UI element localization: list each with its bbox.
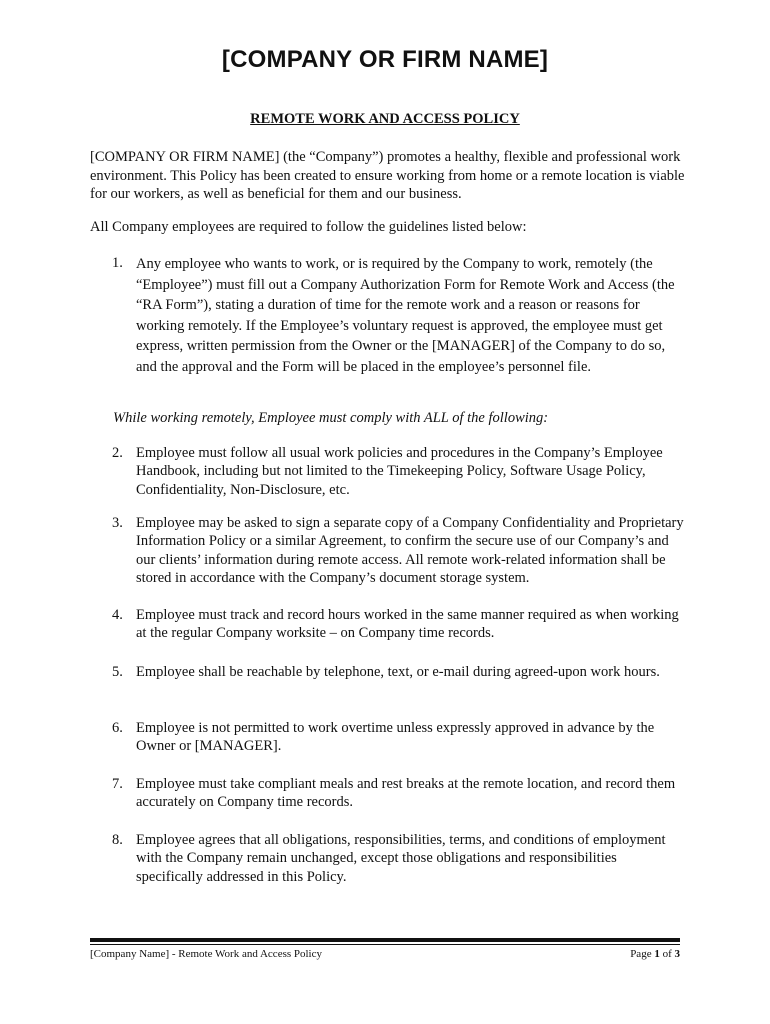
list-item-number: 6.: [112, 720, 123, 736]
document-title: [COMPANY OR FIRM NAME]: [221, 46, 549, 73]
list-item-text: Employee shall be reachable by telephone, text, or e-mail during agreed-upon work hours.: [136, 664, 660, 680]
footer-page-word: Page: [630, 948, 652, 960]
list-item-number: 4.: [112, 607, 123, 623]
comply-note: While working remotely, Employee must comply with ALL of the following:: [113, 410, 549, 426]
list-item-text: Employee may be asked to sign a separate copy of a Company Confidentiality and Proprietary Information Policy or a similar Agreement, to confirm the secure use of our Company’s and our clients’ information during remote access. All remote work-related information shall be stored in accordance with the Company’s document storage system.: [136, 515, 684, 586]
list-item-number: 2.: [112, 445, 123, 461]
list-item-number: 5.: [112, 664, 123, 680]
list-item-number: 7.: [112, 776, 123, 792]
list-item-text: Employee agrees that all obligations, responsibilities, terms, and conditions of employment with the Company remain unchanged, except those obligations and responsibilities specifically addressed in this Policy.: [136, 832, 666, 885]
guidelines-lead: All Company employees are required to follow the guidelines listed below:: [90, 219, 527, 235]
document-subtitle: REMOTE WORK AND ACCESS POLICY: [250, 111, 520, 127]
footer-document-name: [Company Name] - Remote Work and Access Policy: [90, 948, 322, 960]
list-item-text: Employee must follow all usual work policies and procedures in the Company’s Employee Handbook, including but not limited to the Timekeeping Policy, Software Usage Policy, Confidentiality, Non-Disclosure, etc.: [136, 445, 663, 498]
intro-paragraph: [COMPANY OR FIRM NAME] (the “Company”) promotes a healthy, flexible and professional work environment. This Policy has been created to ensure working from home or a remote location is viable for our workers, as well as beneficial for them and our business.: [90, 149, 685, 202]
footer-page-of: of: [662, 948, 672, 960]
list-item-text: Employee is not permitted to work overtime unless expressly approved in advance by the Owner or [MANAGER].: [136, 720, 655, 755]
footer-page-current: 1: [654, 948, 660, 960]
footer-divider-thin: [90, 944, 680, 945]
list-item-text: Employee must take compliant meals and rest breaks at the remote location, and record them accurately on Company time records.: [136, 776, 676, 811]
list-item-number: 3.: [112, 515, 123, 531]
footer-divider: [90, 938, 680, 942]
footer-page-number: [630, 947, 680, 961]
list-item-text: Any employee who wants to work, or is required by the Company to work, remotely (the “Employee”) must fill out a Company Authorization Form for Remote Work and Access (the “RA Form”), stating a duration of time for the remote work and a reason or reasons for working remotely. If the Employee’s voluntary request is approved, the employee must get express, written permission from the Owner or the [MANAGER] of the Company to do so, and the approval and the Form will be placed in the employee’s personnel file.: [136, 256, 675, 375]
footer-page-total: 3: [674, 948, 680, 960]
list-item-number: 8.: [112, 832, 123, 848]
list-item-text: Employee must track and record hours worked in the same manner required as when working at the regular Company worksite – on Company time records.: [136, 607, 679, 642]
list-item-number: 1.: [112, 255, 123, 271]
